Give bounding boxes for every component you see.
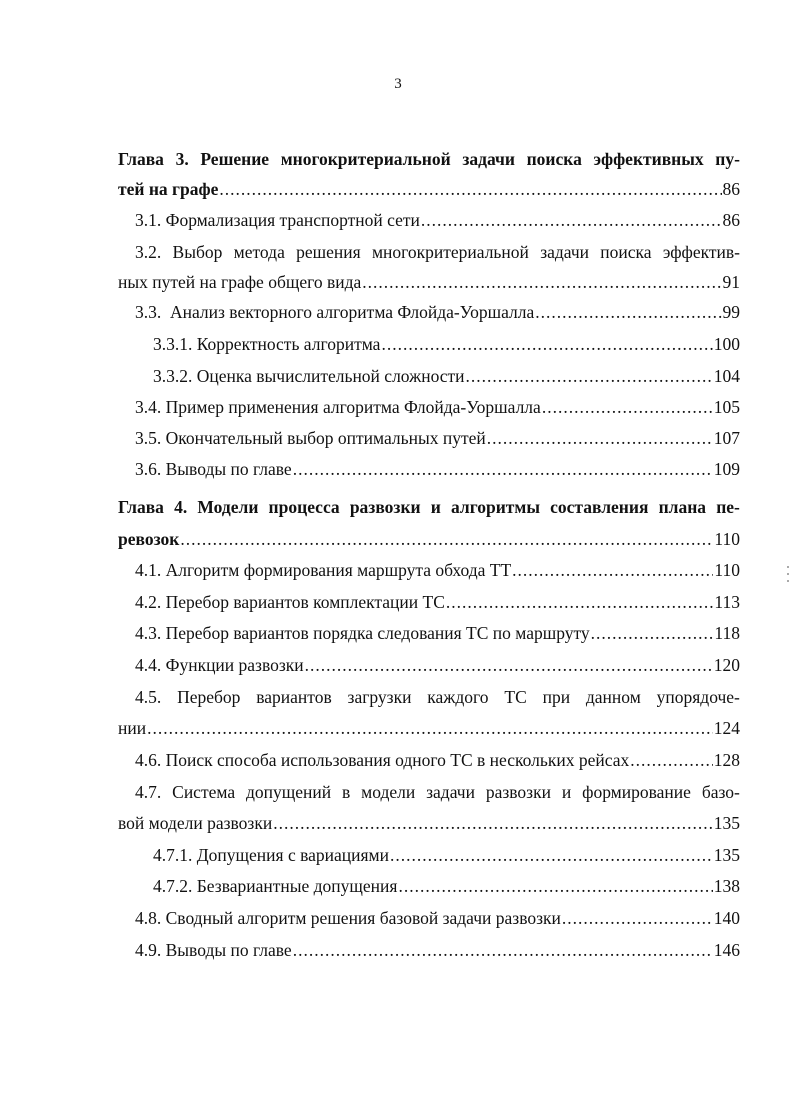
chapter-3-heading-cont[interactable] bbox=[118, 178, 740, 200]
toc-entry-title: 3.6. Выводы по главе bbox=[135, 459, 292, 479]
toc-entry-3-2[interactable] bbox=[135, 241, 740, 263]
chapter-3-heading bbox=[118, 148, 740, 170]
toc-entry-3-3[interactable] bbox=[135, 301, 740, 323]
entry-word: данном bbox=[585, 687, 641, 707]
toc-page-number: 146 bbox=[713, 940, 740, 960]
heading-word: и bbox=[430, 497, 441, 517]
dot-leader bbox=[180, 528, 713, 550]
entry-word: задачи bbox=[540, 242, 590, 262]
toc-entry-title: 3.3. Анализ векторного алгоритма Флойда-Уоршалла bbox=[135, 302, 535, 322]
toc-page-number: 120 bbox=[713, 655, 740, 675]
toc-entry-4-7-2[interactable] bbox=[153, 875, 740, 897]
toc-entry-3-6[interactable] bbox=[135, 458, 740, 480]
entry-word: развозки bbox=[485, 782, 551, 802]
toc-page-number: 124 bbox=[713, 718, 740, 738]
toc-page-number: 100 bbox=[713, 334, 740, 354]
toc-page-number: 107 bbox=[713, 428, 740, 448]
entry-word: поиска bbox=[600, 242, 652, 262]
toc-page-number: 128 bbox=[713, 750, 740, 770]
dot-leader bbox=[390, 844, 713, 866]
toc-page-number: 91 bbox=[722, 272, 740, 292]
entry-word: каждого bbox=[427, 687, 489, 707]
toc-page-number: 109 bbox=[713, 459, 740, 479]
toc-entry-3-2-cont[interactable] bbox=[118, 271, 740, 293]
dot-leader bbox=[362, 271, 721, 293]
entry-word: многокритериальной bbox=[371, 242, 529, 262]
toc-entry-3-1[interactable] bbox=[135, 209, 740, 231]
heading-word: процесса bbox=[268, 497, 340, 517]
dot-leader bbox=[293, 939, 713, 961]
entry-word: вариантов bbox=[256, 687, 332, 707]
toc-page-number: 110 bbox=[714, 529, 740, 549]
toc-entry-title: 4.4. Функции развозки bbox=[135, 655, 304, 675]
toc-entry-title: 4.7.1. Допущения с вариациями bbox=[153, 845, 389, 865]
toc-entry-4-1[interactable] bbox=[135, 559, 740, 581]
heading-word: многокритериальной bbox=[280, 149, 451, 169]
dot-leader bbox=[542, 396, 713, 418]
toc-entry-title: 4.1. Алгоритм формирования маршрута обхода ТТ bbox=[135, 560, 512, 580]
entry-word: ТС bbox=[504, 687, 527, 707]
toc-entry-title: 4.7.2. Безвариантные допущения bbox=[153, 876, 398, 896]
entry-word: 3.2. bbox=[135, 242, 162, 262]
entry-word: в bbox=[341, 782, 351, 802]
dot-leader bbox=[381, 333, 712, 355]
dot-leader bbox=[562, 907, 713, 929]
entry-word: и bbox=[561, 782, 572, 802]
dot-leader bbox=[398, 875, 712, 897]
toc-entry-4-5[interactable] bbox=[135, 686, 740, 708]
dot-leader bbox=[305, 654, 713, 676]
dot-leader bbox=[487, 427, 713, 449]
toc-entry-title: 3.1. Формализация транспортной сети bbox=[135, 210, 420, 230]
toc-entry-title: 3.5. Окончательный выбор оптимальных путей bbox=[135, 428, 486, 448]
toc-entry-title: вой модели развозки bbox=[118, 813, 273, 833]
heading-word: Решение bbox=[200, 149, 270, 169]
toc-entry-3-3-1[interactable] bbox=[153, 333, 740, 355]
toc-entry-3-3-2[interactable] bbox=[153, 365, 740, 387]
toc-page-number: 113 bbox=[714, 592, 740, 612]
entry-word: 4.7. bbox=[135, 782, 162, 802]
toc-page-number: 105 bbox=[713, 397, 740, 417]
toc-entry-title: 4.2. Перебор вариантов комплектации ТС bbox=[135, 592, 445, 612]
toc-entry-title: 3.4. Пример применения алгоритма Флойда-Уоршалла bbox=[135, 397, 541, 417]
heading-word: Глава bbox=[118, 497, 164, 517]
dot-leader bbox=[630, 749, 713, 771]
heading-word: поиска bbox=[526, 149, 582, 169]
toc-entry-4-7-1[interactable] bbox=[153, 844, 740, 866]
toc-entry-4-4[interactable] bbox=[135, 654, 740, 676]
dot-leader bbox=[293, 458, 713, 480]
toc-entry-4-7-cont[interactable] bbox=[118, 812, 740, 834]
toc-entry-4-3[interactable] bbox=[135, 622, 740, 644]
entry-word: Система bbox=[172, 782, 236, 802]
dot-leader bbox=[466, 365, 713, 387]
dot-leader bbox=[219, 178, 721, 200]
toc-page-number: 110 bbox=[714, 560, 740, 580]
toc-entry-3-4[interactable] bbox=[135, 396, 740, 418]
heading-word: развозки bbox=[349, 497, 421, 517]
page-number: 3 bbox=[394, 76, 402, 92]
toc-entry-title: 4.6. Поиск способа использования одного ТС в нескольких рейсах bbox=[135, 750, 630, 770]
toc-entry-title: нии bbox=[118, 718, 147, 738]
heading-word: 4. bbox=[174, 497, 188, 517]
toc-entry-title: 3.3.2. Оценка вычислительной сложности bbox=[153, 366, 465, 386]
toc-entry-title: тей на графе bbox=[118, 179, 219, 199]
toc-entry-4-2[interactable] bbox=[135, 591, 740, 613]
toc-page-number: 99 bbox=[722, 302, 740, 322]
dot-leader bbox=[591, 622, 714, 644]
toc-entry-title: 4.9. Выводы по главе bbox=[135, 940, 292, 960]
heading-word: задачи bbox=[462, 149, 515, 169]
entry-word: метода bbox=[233, 242, 285, 262]
toc-page-number: 86 bbox=[722, 210, 740, 230]
toc-entry-title: 4.8. Сводный алгоритм решения базовой задачи развозки bbox=[135, 908, 561, 928]
toc-entry-4-8[interactable] bbox=[135, 907, 740, 929]
heading-word: плана bbox=[658, 497, 707, 517]
dot-leader bbox=[512, 559, 713, 581]
entry-word: задачи bbox=[426, 782, 475, 802]
heading-word: 3. bbox=[175, 149, 189, 169]
toc-entry-4-7[interactable] bbox=[135, 781, 740, 803]
toc-page-number: 86 bbox=[722, 179, 740, 199]
chapter-4-heading bbox=[118, 496, 740, 518]
toc-entry-title: 3.3.1. Корректность алгоритма bbox=[153, 334, 381, 354]
scan-mark bbox=[787, 566, 789, 568]
toc-page-number: 118 bbox=[714, 623, 740, 643]
toc-page-number: 104 bbox=[713, 366, 740, 386]
entry-word: 4.5. bbox=[135, 687, 162, 707]
toc-page-number: 140 bbox=[713, 908, 740, 928]
heading-word: алгоритмы bbox=[451, 497, 540, 517]
dot-leader bbox=[535, 301, 721, 323]
toc-page-number: 135 bbox=[713, 845, 740, 865]
dot-leader bbox=[147, 717, 713, 739]
entry-word: эффектив- bbox=[662, 242, 740, 262]
heading-word: Глава bbox=[118, 149, 164, 169]
entry-word: загрузки bbox=[347, 687, 412, 707]
heading-word: составления bbox=[550, 497, 649, 517]
toc-entry-title: ных путей на графе общего вида bbox=[118, 272, 362, 292]
scan-mark bbox=[787, 573, 789, 575]
entry-word: Выбор bbox=[172, 242, 223, 262]
toc-entry-title: ревозок bbox=[118, 529, 180, 549]
dot-leader bbox=[421, 209, 722, 231]
toc-entry-3-5[interactable] bbox=[135, 427, 740, 449]
toc-page-number: 135 bbox=[713, 813, 740, 833]
entry-word: решения bbox=[296, 242, 361, 262]
chapter-4-heading-cont[interactable] bbox=[118, 528, 740, 550]
toc-entry-title: 4.3. Перебор вариантов порядка следования ТС по маршруту bbox=[135, 623, 590, 643]
heading-word: Модели bbox=[197, 497, 259, 517]
scan-mark bbox=[787, 580, 789, 582]
toc-page-number: 138 bbox=[713, 876, 740, 896]
entry-word: модели bbox=[361, 782, 416, 802]
heading-word: эффективных bbox=[593, 149, 704, 169]
entry-word: формирование bbox=[582, 782, 691, 802]
entry-word: при bbox=[542, 687, 571, 707]
entry-word: допущений bbox=[245, 782, 332, 802]
toc-entry-4-6[interactable] bbox=[135, 749, 740, 771]
toc-entry-4-5-cont[interactable] bbox=[118, 717, 740, 739]
toc-entry-4-9[interactable] bbox=[135, 939, 740, 961]
dot-leader bbox=[446, 591, 714, 613]
entry-word: Перебор bbox=[177, 687, 241, 707]
entry-word: базо- bbox=[701, 782, 740, 802]
dot-leader bbox=[273, 812, 713, 834]
heading-word: пе- bbox=[716, 497, 740, 517]
heading-word: пу- bbox=[715, 149, 740, 169]
entry-word: упорядоче- bbox=[656, 687, 740, 707]
